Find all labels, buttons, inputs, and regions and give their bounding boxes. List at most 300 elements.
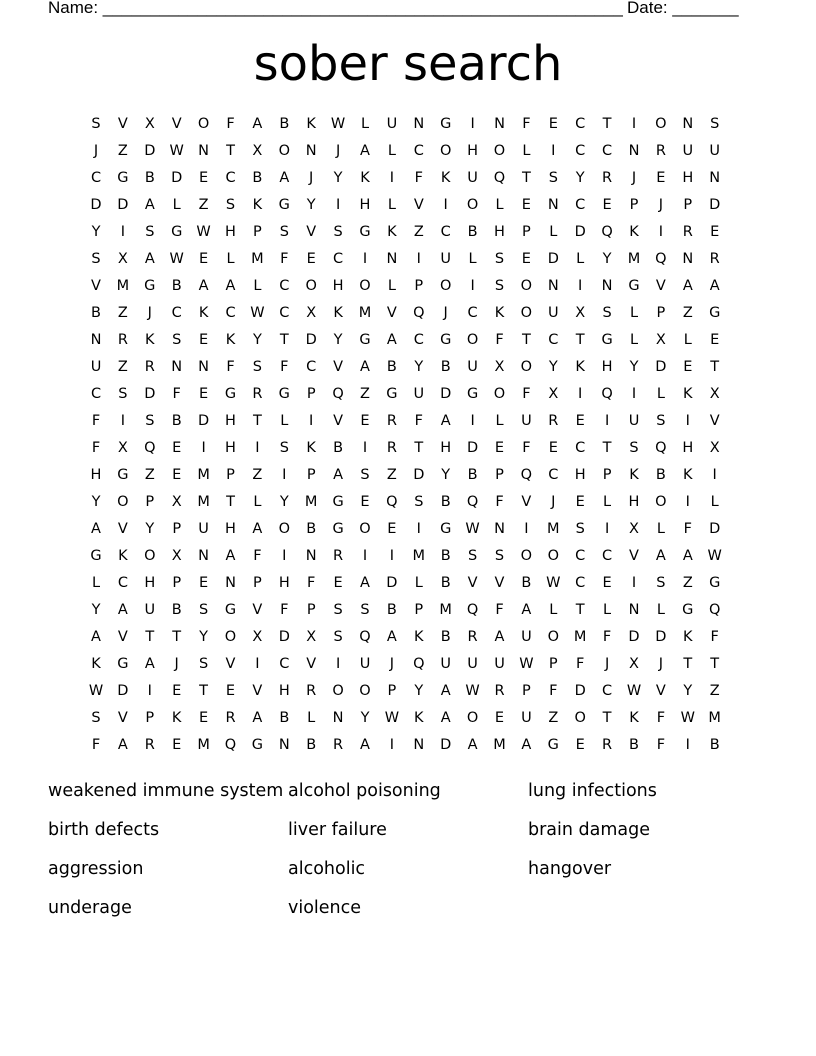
grid-letter: O <box>359 278 371 294</box>
grid-letter: D <box>547 251 559 267</box>
grid-letter: I <box>604 413 610 429</box>
grid-row <box>84 543 730 570</box>
grid-letter: O <box>117 494 129 510</box>
grid-letter: S <box>656 575 666 591</box>
grid-letter: V <box>333 413 344 429</box>
grid-letter: A <box>144 656 155 672</box>
grid-letter: L <box>387 143 396 159</box>
grid-letter: D <box>709 521 721 537</box>
grid-letter: S <box>494 251 505 267</box>
grid-letter: G <box>171 224 183 240</box>
grid-letter: J <box>658 656 664 672</box>
grid-letter: A <box>521 737 532 753</box>
grid-row <box>84 624 730 651</box>
grid-letter: Y <box>683 683 693 699</box>
grid-letter: I <box>120 224 126 240</box>
grid-letter: L <box>495 413 504 429</box>
grid-letter: B <box>440 575 451 591</box>
grid-letter: A <box>467 737 478 753</box>
grid-letter: C <box>171 305 182 321</box>
grid-letter: H <box>467 143 479 159</box>
grid-letter: A <box>682 548 693 564</box>
grid-letter: X <box>144 116 155 132</box>
grid-letter: P <box>495 467 504 483</box>
grid-letter: I <box>470 116 475 132</box>
grid-letter: R <box>682 224 693 240</box>
grid-letter: I <box>362 251 368 267</box>
grid-letter: E <box>710 332 720 348</box>
grid-letter: H <box>682 440 694 456</box>
grid-letter: C <box>333 251 344 267</box>
grid-row <box>84 219 730 246</box>
grid-letter: E <box>333 575 343 591</box>
grid-letter: S <box>91 116 101 132</box>
grid-letter: I <box>335 656 341 672</box>
grid-letter: P <box>602 467 612 483</box>
grid-letter: K <box>171 710 182 726</box>
grid-letter: V <box>494 575 505 591</box>
grid-letter: U <box>467 359 478 375</box>
grid-letter: E <box>602 197 612 213</box>
grid-letter: Y <box>602 251 612 267</box>
grid-letter: H <box>225 440 236 456</box>
grid-letter: M <box>627 251 641 267</box>
grid-letter: Q <box>224 737 237 753</box>
grid-letter: B <box>467 467 478 483</box>
grid-letter: P <box>387 683 397 699</box>
grid-letter: W <box>169 251 184 267</box>
grid-row <box>84 300 730 327</box>
grid-letter: Z <box>682 575 693 591</box>
grid-letter: U <box>413 386 425 402</box>
grid-letter: J <box>309 170 314 186</box>
grid-letter: P <box>629 197 639 213</box>
grid-letter: N <box>628 143 640 159</box>
grid-letter: E <box>225 683 236 699</box>
grid-letter: L <box>629 332 639 348</box>
grid-letter: T <box>172 629 182 645</box>
grid-letter: D <box>574 224 586 240</box>
grid-letter: N <box>413 116 425 132</box>
grid-letter: D <box>467 440 479 456</box>
grid-letter: H <box>90 467 102 483</box>
grid-letter: I <box>470 413 475 429</box>
grid-letter: F <box>280 602 289 618</box>
grid-letter: O <box>197 116 210 132</box>
grid-letter: A <box>252 116 263 132</box>
grid-letter: U <box>521 710 532 726</box>
grid-letter: C <box>575 197 586 213</box>
grid-letter: Z <box>117 305 128 321</box>
grid-letter: K <box>629 224 639 240</box>
grid-letter: M <box>573 629 587 645</box>
grid-letter: L <box>253 278 262 294</box>
grid-letter: V <box>521 494 532 510</box>
grid-letter: Q <box>413 305 425 321</box>
grid-row <box>84 516 730 543</box>
grid-letter: E <box>602 575 612 591</box>
grid-letter: Q <box>144 440 156 456</box>
grid-letter: N <box>198 359 210 375</box>
grid-letter: M <box>708 710 721 726</box>
grid-letter: L <box>226 251 235 267</box>
grid-letter: I <box>578 386 583 402</box>
grid-letter: A <box>117 737 128 753</box>
grid-letter: T <box>710 656 720 672</box>
grid-letter: F <box>91 413 101 429</box>
grid-letter: A <box>360 575 370 591</box>
grid-letter: N <box>628 602 640 618</box>
grid-letter: Q <box>708 602 721 618</box>
grid-letter: L <box>172 197 181 213</box>
grid-letter: F <box>710 629 719 645</box>
grid-letter: Z <box>709 683 720 699</box>
grid-letter: N <box>386 251 398 267</box>
word-list-item: hangover <box>528 859 612 879</box>
word-list-item: violence <box>288 898 362 918</box>
grid-letter: E <box>172 737 182 753</box>
grid-letter: S <box>198 656 209 672</box>
grid-letter: O <box>466 332 479 348</box>
grid-letter: E <box>683 359 693 375</box>
grid-letter: N <box>494 116 505 132</box>
grid-letter: T <box>521 332 531 348</box>
grid-row <box>84 435 730 462</box>
grid-letter: D <box>90 197 102 213</box>
grid-letter: Z <box>117 359 128 375</box>
grid-letter: A <box>440 683 451 699</box>
grid-letter: K <box>306 440 316 456</box>
grid-letter: U <box>547 305 559 321</box>
grid-letter: M <box>358 305 372 321</box>
grid-letter: Y <box>145 521 155 537</box>
grid-letter: L <box>710 494 719 510</box>
grid-letter: N <box>709 170 721 186</box>
grid-letter: S <box>279 440 289 456</box>
grid-letter: L <box>549 224 558 240</box>
grid-letter: F <box>495 494 504 510</box>
grid-letter: J <box>443 305 448 321</box>
grid-letter: L <box>387 278 396 294</box>
grid-letter: O <box>466 710 479 726</box>
grid-letter: L <box>522 143 531 159</box>
grid-letter: F <box>522 116 531 132</box>
grid-letter: M <box>439 602 452 618</box>
grid-letter: D <box>440 737 452 753</box>
grid-letter: I <box>416 521 421 537</box>
grid-letter: G <box>144 278 156 294</box>
grid-letter: A <box>333 467 344 483</box>
grid-letter: O <box>224 629 237 645</box>
grid-letter: C <box>225 305 236 321</box>
grid-letter: A <box>386 629 397 645</box>
grid-letter: T <box>602 440 612 456</box>
grid-letter: G <box>90 548 102 564</box>
grid-letter: H <box>225 521 236 537</box>
grid-letter: Z <box>548 710 559 726</box>
grid-letter: P <box>522 683 531 699</box>
grid-letter: W <box>680 710 695 726</box>
grid-letter: G <box>224 386 237 402</box>
grid-letter: A <box>521 602 532 618</box>
grid-letter: L <box>468 251 477 267</box>
grid-row <box>84 165 730 192</box>
grid-letter: D <box>144 143 156 159</box>
grid-letter: I <box>658 224 664 240</box>
grid-letter: B <box>171 602 182 618</box>
grid-letter: Q <box>466 602 479 618</box>
grid-letter: B <box>655 467 666 483</box>
grid-letter: I <box>147 683 152 699</box>
grid-letter: E <box>710 224 720 240</box>
grid-letter: X <box>171 548 182 564</box>
grid-letter: N <box>413 737 425 753</box>
grid-letter: G <box>359 224 371 240</box>
grid-letter: K <box>118 548 128 564</box>
grid-letter: O <box>655 494 667 510</box>
grid-letter: M <box>116 278 130 294</box>
grid-letter: D <box>628 629 640 645</box>
grid-letter: V <box>386 305 397 321</box>
grid-letter: S <box>198 602 209 618</box>
grid-letter: F <box>683 521 692 537</box>
grid-letter: B <box>306 521 317 537</box>
grid-letter: Q <box>359 629 371 645</box>
grid-letter: N <box>494 521 505 537</box>
grid-letter: D <box>655 629 667 645</box>
grid-letter: M <box>304 494 318 510</box>
grid-letter: C <box>548 467 559 483</box>
grid-letter: Q <box>655 251 667 267</box>
grid-letter: I <box>309 413 314 429</box>
grid-letter: E <box>575 413 585 429</box>
grid-letter: F <box>602 629 612 645</box>
grid-letter: X <box>306 305 317 321</box>
grid-letter: G <box>386 386 398 402</box>
grid-letter: V <box>655 278 666 294</box>
grid-letter: K <box>683 386 693 402</box>
grid-letter: V <box>171 116 182 132</box>
grid-letter: N <box>547 197 559 213</box>
grid-letter: B <box>171 278 182 294</box>
grid-letter: C <box>575 548 586 564</box>
grid-letter: O <box>439 143 452 159</box>
grid-letter: D <box>386 575 398 591</box>
grid-letter: I <box>631 116 637 132</box>
grid-letter: D <box>574 683 586 699</box>
grid-letter: T <box>414 440 424 456</box>
grid-letter: K <box>333 305 343 321</box>
grid-letter: R <box>655 143 666 159</box>
grid-letter: I <box>578 278 583 294</box>
grid-letter: A <box>440 710 451 726</box>
grid-letter: S <box>548 170 558 186</box>
grid-letter: L <box>656 602 665 618</box>
grid-letter: Y <box>252 332 262 348</box>
grid-letter: Y <box>441 467 451 483</box>
grid-letter: I <box>255 440 260 456</box>
grid-letter: E <box>494 440 505 456</box>
grid-letter: H <box>574 467 586 483</box>
grid-letter: O <box>332 683 344 699</box>
grid-letter: L <box>683 332 692 348</box>
grid-letter: R <box>144 737 155 753</box>
grid-letter: Q <box>493 170 506 186</box>
grid-letter: J <box>389 656 395 672</box>
grid-letter: E <box>521 197 531 213</box>
grid-letter: R <box>709 251 720 267</box>
grid-letter: B <box>467 224 478 240</box>
grid-letter: D <box>709 197 721 213</box>
grid-letter: A <box>279 170 290 186</box>
grid-letter: S <box>494 548 505 564</box>
grid-letter: R <box>467 629 478 645</box>
grid-letter: P <box>656 305 666 321</box>
grid-letter: Y <box>91 494 101 510</box>
word-list-item: aggression <box>48 859 144 879</box>
grid-letter: O <box>547 548 559 564</box>
grid-letter: X <box>629 656 639 672</box>
grid-letter: Y <box>629 359 639 375</box>
grid-letter: X <box>252 143 263 159</box>
grid-letter: L <box>603 494 612 510</box>
grid-letter: A <box>360 143 370 159</box>
grid-letter: S <box>360 467 370 483</box>
grid-letter: I <box>201 440 206 456</box>
grid-letter: Z <box>413 224 424 240</box>
grid-letter: E <box>548 116 558 132</box>
word-list-item: brain damage <box>528 820 651 840</box>
grid-letter: S <box>629 440 639 456</box>
grid-letter: E <box>360 494 370 510</box>
grid-letter: F <box>280 359 289 375</box>
grid-letter: F <box>522 440 531 456</box>
grid-letter: N <box>198 548 210 564</box>
grid-letter: G <box>251 737 264 753</box>
grid-letter: S <box>279 224 289 240</box>
grid-letter: B <box>440 548 451 564</box>
grid-letter: J <box>147 305 152 321</box>
grid-letter: S <box>360 602 370 618</box>
grid-letter: N <box>171 359 183 375</box>
grid-letter: Z <box>386 467 397 483</box>
grid-letter: W <box>626 683 642 699</box>
grid-letter: R <box>333 737 344 753</box>
grid-letter: C <box>279 305 290 321</box>
grid-letter: X <box>252 629 263 645</box>
grid-letter: I <box>604 521 610 537</box>
grid-letter: K <box>414 710 424 726</box>
grid-row <box>84 192 730 219</box>
grid-letter: V <box>117 629 128 645</box>
grid-letter: H <box>278 575 290 591</box>
grid-letter: F <box>576 656 585 672</box>
grid-letter: C <box>575 575 586 591</box>
grid-letter: G <box>709 575 721 591</box>
grid-letter: S <box>91 710 101 726</box>
word-list-item: alcohol poisoning <box>288 781 441 801</box>
worksheet-header <box>48 0 748 20</box>
grid-letter: E <box>521 251 531 267</box>
grid-letter: I <box>120 413 126 429</box>
grid-letter: O <box>493 143 506 159</box>
grid-letter: T <box>226 143 235 159</box>
grid-letter: H <box>359 197 371 213</box>
grid-letter: B <box>440 629 451 645</box>
grid-letter: U <box>467 170 478 186</box>
grid-letter: W <box>465 683 480 699</box>
grid-letter: Q <box>520 467 533 483</box>
grid-letter: F <box>495 602 504 618</box>
grid-letter: G <box>117 170 129 186</box>
grid-letter: E <box>172 440 182 456</box>
grid-letter: T <box>602 116 612 132</box>
grid-letter: U <box>440 656 451 672</box>
grid-letter: I <box>685 494 690 510</box>
grid-letter: L <box>495 197 504 213</box>
grid-letter: F <box>495 332 504 348</box>
grid-letter: G <box>682 602 694 618</box>
grid-letter: C <box>602 683 613 699</box>
grid-letter: U <box>359 656 371 672</box>
grid-letter: M <box>197 737 210 753</box>
grid-letter: C <box>90 170 102 186</box>
grid-letter: U <box>467 656 478 672</box>
grid-letter: L <box>629 305 639 321</box>
grid-letter: V <box>91 278 101 294</box>
grid-letter: F <box>522 386 531 402</box>
grid-letter: U <box>90 359 102 375</box>
grid-letter: O <box>144 548 156 564</box>
grid-letter: E <box>199 251 209 267</box>
grid-letter: D <box>198 413 210 429</box>
grid-letter: A <box>360 359 370 375</box>
grid-letter: X <box>117 440 128 456</box>
grid-letter: Y <box>333 170 343 186</box>
grid-letter: P <box>306 386 316 402</box>
grid-letter: C <box>440 224 451 240</box>
grid-letter: E <box>387 521 397 537</box>
grid-letter: D <box>144 386 156 402</box>
grid-row <box>84 246 730 273</box>
grid-letter: B <box>629 737 639 753</box>
grid-letter: I <box>443 197 448 213</box>
grid-letter: T <box>252 413 262 429</box>
grid-letter: N <box>601 278 613 294</box>
grid-row <box>84 111 730 138</box>
grid-letter: M <box>412 548 426 564</box>
grid-letter: L <box>91 575 101 591</box>
grid-letter: V <box>467 575 478 591</box>
grid-letter: D <box>655 359 667 375</box>
grid-letter: I <box>685 737 690 753</box>
grid-letter: Y <box>548 359 558 375</box>
grid-letter: I <box>282 548 287 564</box>
grid-letter: F <box>549 683 558 699</box>
grid-letter: S <box>656 413 666 429</box>
grid-letter: Y <box>333 332 343 348</box>
grid-letter: H <box>278 683 290 699</box>
grid-letter: S <box>333 602 343 618</box>
grid-letter: Z <box>252 467 263 483</box>
grid-letter: C <box>225 170 236 186</box>
grid-letter: X <box>494 359 505 375</box>
grid-letter: D <box>278 629 290 645</box>
grid-letter: L <box>603 602 612 618</box>
grid-letter: K <box>387 224 397 240</box>
grid-letter: C <box>413 143 424 159</box>
grid-letter: P <box>226 467 235 483</box>
